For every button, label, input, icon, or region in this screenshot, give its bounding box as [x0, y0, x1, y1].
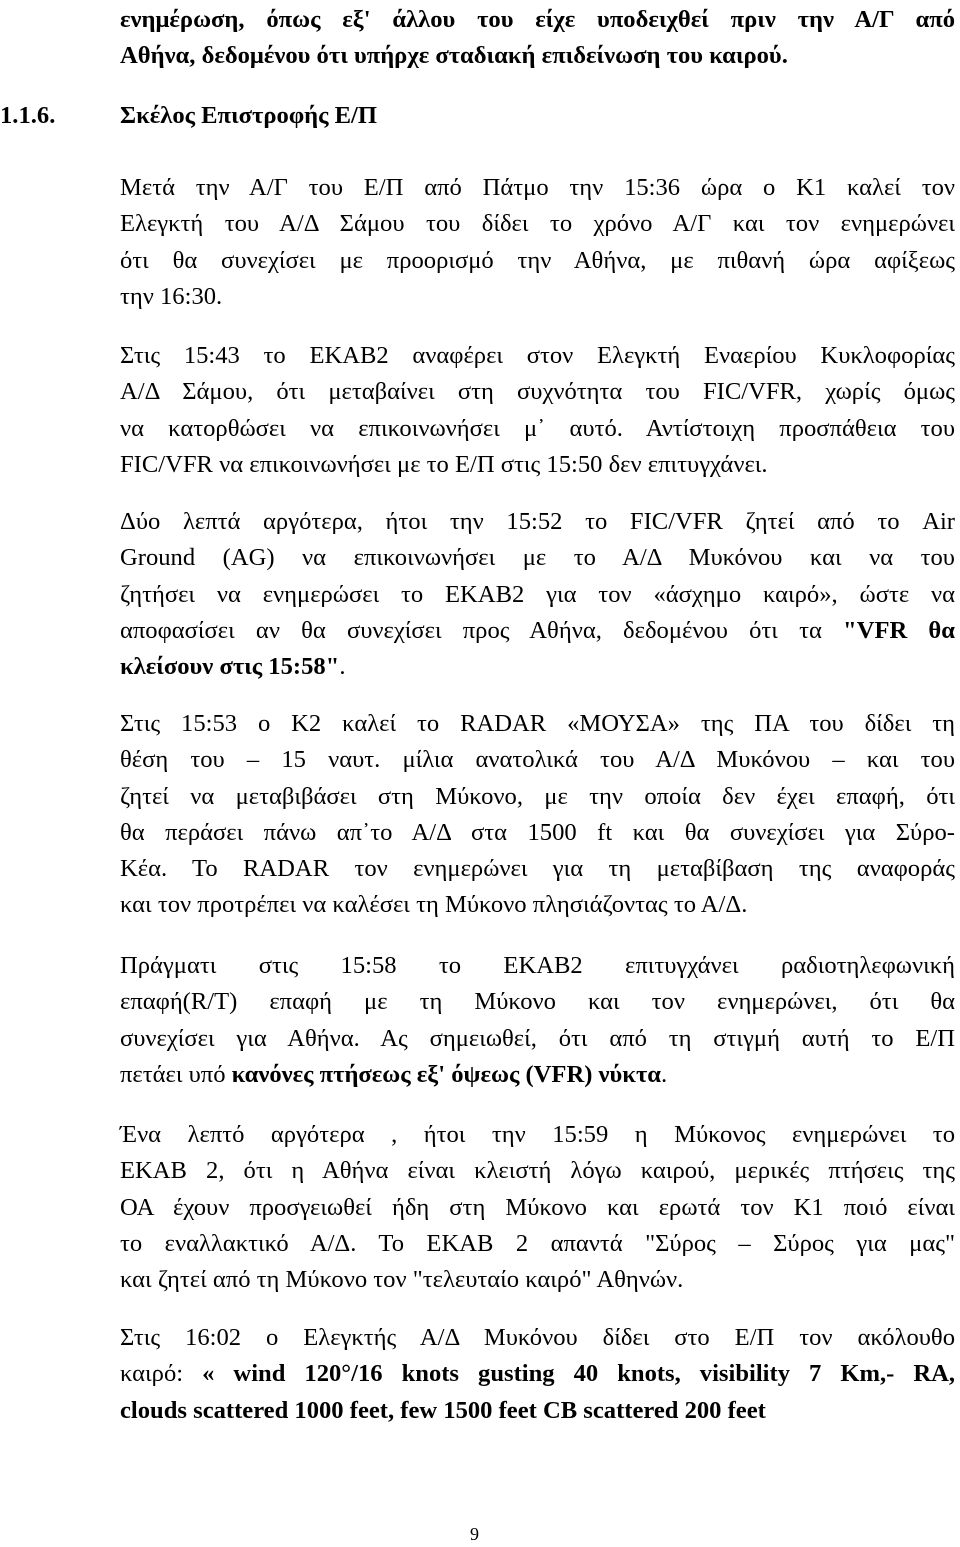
- bold-run: « wind 120°/16 knots gusting 40 knots, visibility 7 Km,- RA,: [202, 1360, 955, 1388]
- bold-run: κλείσουν στις 15:58": [120, 653, 340, 681]
- bold-run: "VFR θα: [843, 616, 955, 644]
- section-title: Σκέλος Επιστροφής Ε/Π: [120, 102, 378, 129]
- text-line: [120, 649, 955, 685]
- intro-paragraph: [120, 2, 955, 75]
- paragraph-4: [120, 706, 955, 924]
- text-line: θα περάσει πάνω απ᾽το Α/Δ στα 1500 ft και θα συνεχίσει για Σύρο-: [120, 818, 955, 846]
- text-line: το εναλλακτικό Α/Δ. Το ΕΚΑΒ 2 απαντά "Σύρος – Σύρος για μας": [120, 1229, 955, 1257]
- text-line: [120, 1057, 955, 1093]
- text-line: επαφή(R/T) επαφή με τη Μύκονο και τον ενημερώνει, ότι θα: [120, 988, 955, 1016]
- text-line: Ελεγκτή του Α/Δ Σάμου του δίδει το χρόνο Α/Γ και τον ενημερώνει: [120, 210, 955, 238]
- text-line: ΟΑ έχουν προσγειωθεί ήδη στη Μύκονο και ερωτά τον Κ1 ποιό είναι: [120, 1193, 955, 1221]
- text-line: Α/Δ Σάμου, ότι μεταβαίνει στη συχνότητα του FIC/VFR, χωρίς όμως: [120, 378, 955, 406]
- text-line: ζητήσει να ενημερώσει το ΕΚΑΒ2 για τον «άσχημο καιρό», ώστε να: [120, 580, 955, 608]
- text-line: Ground (AG) να επικοινωνήσει με το Α/Δ Μυκόνου και να του: [120, 544, 955, 572]
- text-line: clouds scattered 1000 feet, few 1500 feet CB scattered 200 feet: [120, 1396, 766, 1424]
- text-line: ΕΚΑΒ 2, ότι η Αθήνα είναι κλειστή λόγω καιρού, μερικές πτήσεις της: [120, 1157, 955, 1185]
- text-line: Μετά την Α/Γ του Ε/Π από Πάτμο την 15:36 ώρα ο Κ1 καλεί τον: [120, 174, 955, 201]
- text-line: Αθήνα, δεδομένου ότι υπήρχε σταδιακή επιδείνωση του καιρού.: [120, 42, 788, 70]
- paragraph-1: [120, 170, 955, 315]
- text-run: αποφασίσει αν θα συνεχίσει προς Αθήνα, δεδομένου ότι τα: [120, 616, 822, 644]
- paragraph-3: [120, 504, 955, 685]
- text-run: .: [339, 653, 346, 681]
- text-line: [120, 1356, 955, 1392]
- text-line: Πράγματι στις 15:58 το ΕΚΑΒ2 επιτυγχάνει ραδιοτηλεφωνική: [120, 952, 955, 979]
- paragraph-5: [120, 948, 955, 1093]
- text-run: καιρό:: [120, 1360, 203, 1388]
- bold-run: κανόνες πτήσεως εξ' όψεως (VFR) νύκτα: [231, 1060, 662, 1088]
- text-line: FIC/VFR να επικοινωνήσει με το Ε/Π στις 15:50 δεν επιτυγχάνει.: [120, 450, 768, 478]
- text-line: Δύο λεπτά αργότερα, ήτοι την 15:52 το FIC/VFR ζητεί από το Air: [120, 508, 955, 535]
- text-line: και ζητεί από τη Μύκονο τον "τελευταίο καιρό" Αθηνών.: [120, 1266, 684, 1294]
- text-line: [120, 613, 955, 649]
- text-line: ζητεί να μεταβιβάσει στη Μύκονο, με την οποία δεν έχει επαφή, ότι: [120, 782, 955, 810]
- paragraph-7: [120, 1320, 955, 1429]
- text-line: Κέα. Το RADAR τον ενημερώνει για τη μεταβίβαση της αναφοράς: [120, 855, 955, 883]
- text-line: να κατορθώσει να επικοινωνήσει μ᾽ αυτό. Αντίστοιχη προσπάθεια του: [120, 414, 955, 442]
- text-line: ότι θα συνεχίσει με προορισμό την Αθήνα, με πιθανή ώρα αφίξεως: [120, 246, 955, 274]
- text-line: την 16:30.: [120, 282, 223, 310]
- text-line: συνεχίσει για Αθήνα. Ας σημειωθεί, ότι από τη στιγμή αυτή το Ε/Π: [120, 1024, 955, 1052]
- paragraph-6: [120, 1117, 955, 1298]
- section-number: 1.1.6.: [0, 102, 56, 129]
- text-line: Στις 16:02 ο Ελεγκτής Α/Δ Μυκόνου δίδει στο Ε/Π τον ακόλουθο: [120, 1324, 955, 1351]
- text-line: Στις 15:53 ο Κ2 καλεί το RADAR «ΜΟΥΣΑ» της ΠΑ του δίδει τη: [120, 710, 955, 737]
- text-line: Στις 15:43 το ΕΚΑΒ2 αναφέρει στον Ελεγκτή Εναερίου Κυκλοφορίας: [120, 342, 955, 369]
- page-number: 9: [470, 1524, 479, 1544]
- paragraph-2: [120, 338, 955, 483]
- text-run: .: [661, 1060, 668, 1088]
- text-line: Ένα λεπτό αργότερα , ήτοι την 15:59 η Μύκονος ενημερώνει το: [120, 1121, 955, 1148]
- text-line: ενημέρωση, όπως εξ' άλλου του είχε υποδειχθεί πριν την Α/Γ από: [120, 6, 955, 33]
- text-line: και τον προτρέπει να καλέσει τη Μύκονο πλησιάζοντας το Α/Δ.: [120, 891, 748, 919]
- text-line: θέση του – 15 ναυτ. μίλια ανατολικά του Α/Δ Μυκόνου – και του: [120, 746, 955, 774]
- text-run: πετάει υπό: [120, 1060, 232, 1088]
